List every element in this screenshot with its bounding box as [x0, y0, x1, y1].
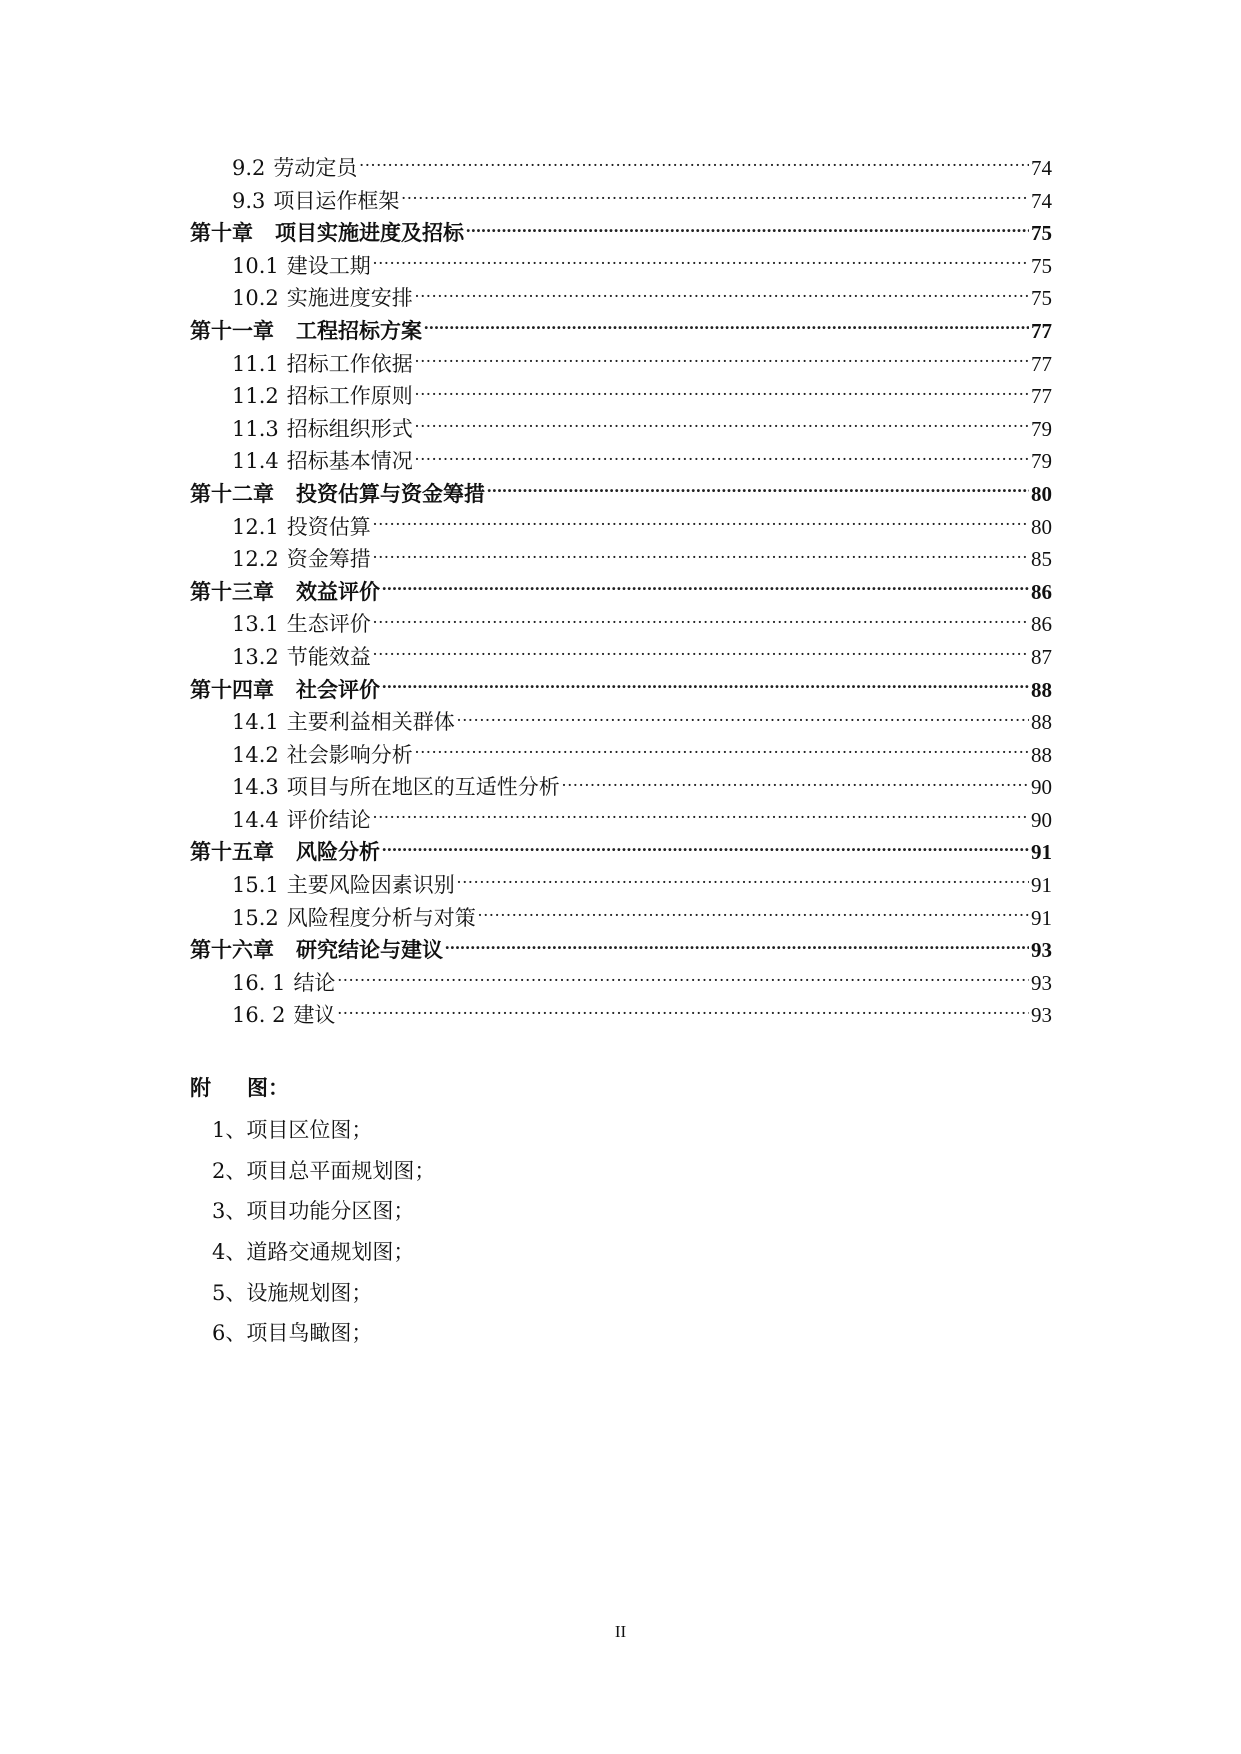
- toc-section-entry[interactable]: [190, 771, 1052, 804]
- toc-dot-leader: [373, 643, 1029, 664]
- toc-entry-text: [232, 902, 476, 935]
- toc-section-entry[interactable]: [190, 739, 1052, 772]
- toc-dot-leader: [401, 187, 1029, 208]
- toc-entry-number: 11.1: [232, 351, 279, 376]
- toc-entry-text: [232, 445, 413, 478]
- toc-entry-text: [190, 478, 485, 511]
- toc-page-number: 77: [1031, 351, 1052, 376]
- toc-entry-number: 11.3: [232, 416, 279, 441]
- appendix-title-left: 附: [190, 1076, 211, 1100]
- appendix-item: 4、道路交通规划图；: [212, 1240, 415, 1265]
- toc-entry-number: 9.3: [232, 188, 266, 213]
- toc-entry-text: [190, 836, 380, 869]
- toc-dot-leader: [415, 284, 1029, 305]
- toc-entry-number: 14.2: [232, 742, 279, 767]
- toc-entry-number: 11.4: [232, 449, 279, 474]
- toc-section-entry[interactable]: [190, 869, 1052, 902]
- toc-section-entry[interactable]: [190, 348, 1052, 381]
- toc-page-number: 93: [1031, 1003, 1052, 1028]
- toc-entry-text: [232, 706, 455, 739]
- toc-entry-text: [232, 641, 371, 674]
- toc-entry-title: 项目与所在地区的互适性分析: [286, 775, 560, 800]
- toc-page-number: 79: [1031, 449, 1052, 474]
- toc-entry-number: 第十四章: [190, 677, 274, 702]
- appendix-item: 1、项目区位图；: [212, 1118, 373, 1142]
- toc-entry-title: 社会影响分析: [286, 742, 413, 767]
- toc-entry-text: [232, 999, 335, 1032]
- toc-entry-title: 招标组织形式: [286, 416, 413, 441]
- toc-entry-title: 实施进度安排: [286, 286, 413, 311]
- toc-page-number: 79: [1031, 416, 1052, 441]
- toc-section-entry[interactable]: [190, 902, 1052, 935]
- toc-page-number: 80: [1031, 514, 1052, 539]
- toc-entry-text: [232, 282, 413, 315]
- toc-entry-text: [232, 967, 335, 1000]
- toc-entry-number: 13.1: [232, 612, 279, 637]
- toc-entry-text: [232, 152, 357, 185]
- toc-chapter-entry[interactable]: [190, 315, 1052, 348]
- toc-chapter-entry[interactable]: [190, 217, 1052, 250]
- toc-dot-leader: [373, 513, 1029, 534]
- toc-page-number: 88: [1031, 710, 1052, 735]
- toc-section-entry[interactable]: [190, 641, 1052, 674]
- toc-page-number: 88: [1031, 742, 1052, 767]
- toc-dot-leader: [415, 741, 1029, 762]
- toc-dot-leader: [415, 350, 1029, 371]
- toc-page-number: 91: [1031, 840, 1052, 865]
- toc-page-number: 93: [1031, 970, 1052, 995]
- toc-entry-text: [232, 739, 413, 772]
- toc-dot-leader: [445, 936, 1029, 957]
- toc-entry-number: 12.2: [232, 547, 279, 572]
- toc-entry-text: [232, 771, 560, 804]
- toc-entry-number: 14.1: [232, 710, 279, 735]
- toc-entry-number: 13.2: [232, 644, 279, 669]
- toc-page-number: 75: [1031, 221, 1052, 246]
- toc-entry-text: [232, 185, 399, 218]
- toc-dot-leader: [487, 480, 1029, 501]
- toc-dot-leader: [382, 578, 1029, 599]
- toc-entry-text: [232, 380, 413, 413]
- toc-dot-leader: [359, 154, 1029, 175]
- toc-page-number: 85: [1031, 547, 1052, 572]
- appendix-figures: [190, 1066, 790, 1354]
- toc-chapter-entry[interactable]: [190, 478, 1052, 511]
- toc-dot-leader: [466, 219, 1029, 240]
- toc-section-entry[interactable]: [190, 413, 1052, 446]
- toc-dot-leader: [457, 708, 1029, 729]
- toc-entry-text: [232, 511, 371, 544]
- toc-entry-title: 研究结论与建议: [296, 938, 443, 963]
- toc-entry-number: 第十五章: [190, 840, 274, 865]
- toc-page-number: 87: [1031, 644, 1052, 669]
- toc-entry-text: [232, 348, 413, 381]
- toc-dot-leader: [373, 252, 1029, 273]
- toc-entry-text: [232, 608, 371, 641]
- toc-page-number: 86: [1031, 579, 1052, 604]
- toc-section-entry[interactable]: [190, 380, 1052, 413]
- toc-entry-number: 第十三章: [190, 579, 274, 604]
- toc-entry-number: 9.2: [232, 156, 266, 180]
- toc-section-entry[interactable]: [190, 511, 1052, 544]
- toc-chapter-entry[interactable]: [190, 576, 1052, 609]
- toc-section-entry[interactable]: [190, 543, 1052, 576]
- toc-page-number: 74: [1031, 188, 1052, 213]
- toc-entry-number: 15.2: [232, 905, 279, 930]
- toc-entry-text: [232, 869, 455, 902]
- toc-entry-title: 节能效益: [286, 644, 371, 669]
- toc-entry-number: 第十二章: [190, 481, 274, 506]
- toc-entry-title: 投资估算: [286, 514, 371, 539]
- toc-chapter-entry[interactable]: [190, 674, 1052, 707]
- toc-entry-title: 评价结论: [286, 807, 371, 832]
- toc-entry-title: 项目实施进度及招标: [275, 221, 464, 246]
- appendix-title: [190, 1066, 790, 1110]
- toc-entry-number: 11.2: [232, 384, 279, 409]
- toc-entry-title: 建议: [293, 1003, 336, 1028]
- toc-section-entry[interactable]: [190, 608, 1052, 641]
- toc-entry-title: 社会评价: [296, 677, 380, 702]
- toc-chapter-entry[interactable]: [190, 836, 1052, 869]
- toc-entry-text: [232, 250, 371, 283]
- toc-entry-title: 主要利益相关群体: [286, 710, 455, 735]
- appendix-item: 3、项目功能分区图；: [212, 1199, 415, 1224]
- toc-dot-leader: [337, 1001, 1029, 1022]
- toc-page-number: 74: [1031, 156, 1052, 180]
- toc-entry-text: [232, 413, 413, 446]
- toc-page-number: 90: [1031, 775, 1052, 800]
- toc-entry-title: 风险分析: [296, 840, 380, 865]
- toc-section-entry[interactable]: [190, 967, 1052, 1000]
- toc-page-number: 90: [1031, 807, 1052, 832]
- appendix-item: 2、项目总平面规划图；: [212, 1158, 436, 1183]
- toc-section-entry[interactable]: [190, 282, 1052, 315]
- toc-entry-title: 资金筹措: [286, 547, 371, 572]
- toc-dot-leader: [562, 773, 1029, 794]
- toc-page-number: 91: [1031, 873, 1052, 898]
- toc-dot-leader: [337, 969, 1029, 990]
- toc-entry-number: 10.2: [232, 286, 279, 311]
- toc-entry-number: 第十章: [190, 221, 253, 246]
- toc-dot-leader: [373, 545, 1029, 566]
- toc-entry-title: 生态评价: [286, 612, 371, 637]
- toc-dot-leader: [415, 415, 1029, 436]
- table-of-contents: [190, 152, 1052, 1032]
- toc-entry-title: 风险程度分析与对策: [286, 905, 476, 930]
- toc-entry-number: 12.1: [232, 514, 279, 539]
- toc-dot-leader: [382, 838, 1029, 859]
- toc-entry-number: 第十六章: [190, 938, 274, 963]
- toc-entry-number: 14.4: [232, 807, 279, 832]
- toc-dot-leader: [382, 676, 1029, 697]
- toc-page-number: 88: [1031, 677, 1052, 702]
- toc-page-number: 91: [1031, 905, 1052, 930]
- toc-entry-text: [190, 934, 443, 967]
- page-number: II: [614, 1622, 627, 1641]
- toc-entry-title: 招标工作原则: [286, 384, 413, 409]
- toc-entry-number: 14.3: [232, 775, 279, 800]
- toc-dot-leader: [457, 871, 1029, 892]
- toc-entry-title: 劳动定员: [273, 156, 358, 180]
- toc-page-number: 80: [1031, 481, 1052, 506]
- toc-page-number: 77: [1031, 318, 1052, 343]
- toc-entry-text: [232, 543, 371, 576]
- toc-section-entry[interactable]: [190, 185, 1052, 218]
- toc-entry-title: 投资估算与资金筹措: [296, 481, 485, 506]
- toc-entry-title: 效益评价: [296, 579, 380, 604]
- toc-entry-number: 10.1: [232, 253, 279, 278]
- toc-entry-number: 15.1: [232, 873, 279, 898]
- toc-entry-number: 第十一章: [190, 318, 274, 343]
- toc-page-number: 77: [1031, 384, 1052, 409]
- toc-entry-text: [190, 315, 422, 348]
- toc-page-number: 75: [1031, 253, 1052, 278]
- toc-dot-leader: [415, 382, 1029, 403]
- toc-entry-title: 主要风险因素识别: [286, 873, 455, 898]
- appendix-item: 5、设施规划图；: [212, 1280, 373, 1305]
- toc-entry-text: [190, 674, 380, 707]
- toc-page-number: 75: [1031, 286, 1052, 311]
- toc-section-entry[interactable]: [190, 999, 1052, 1032]
- toc-entry-title: 建设工期: [286, 253, 371, 278]
- toc-page-number: 86: [1031, 612, 1052, 637]
- toc-entry-text: [190, 576, 380, 609]
- toc-dot-leader: [373, 610, 1029, 631]
- appendix-title-right: 图：: [247, 1076, 289, 1100]
- toc-entry-number: 16. 1: [232, 970, 286, 995]
- toc-entry-text: [190, 217, 464, 250]
- toc-entry-number: 16. 2: [232, 1003, 286, 1028]
- toc-dot-leader: [478, 904, 1029, 925]
- toc-entry-title: 工程招标方案: [296, 318, 422, 343]
- toc-entry-title: 招标工作依据: [286, 351, 413, 376]
- toc-dot-leader: [415, 447, 1029, 468]
- toc-section-entry[interactable]: [190, 152, 1052, 185]
- toc-chapter-entry[interactable]: [190, 934, 1052, 967]
- toc-entry-title: 结论: [293, 970, 336, 995]
- toc-entry-title: 招标基本情况: [286, 449, 413, 474]
- toc-section-entry[interactable]: [190, 250, 1052, 283]
- toc-section-entry[interactable]: [190, 804, 1052, 837]
- toc-entry-title: 项目运作框架: [273, 188, 400, 213]
- toc-page-number: 93: [1031, 938, 1052, 963]
- appendix-item: 6、项目鸟瞰图；: [212, 1321, 373, 1346]
- toc-dot-leader: [424, 317, 1029, 338]
- toc-dot-leader: [373, 806, 1029, 827]
- toc-section-entry[interactable]: [190, 445, 1052, 478]
- toc-section-entry[interactable]: [190, 706, 1052, 739]
- toc-entry-text: [232, 804, 371, 837]
